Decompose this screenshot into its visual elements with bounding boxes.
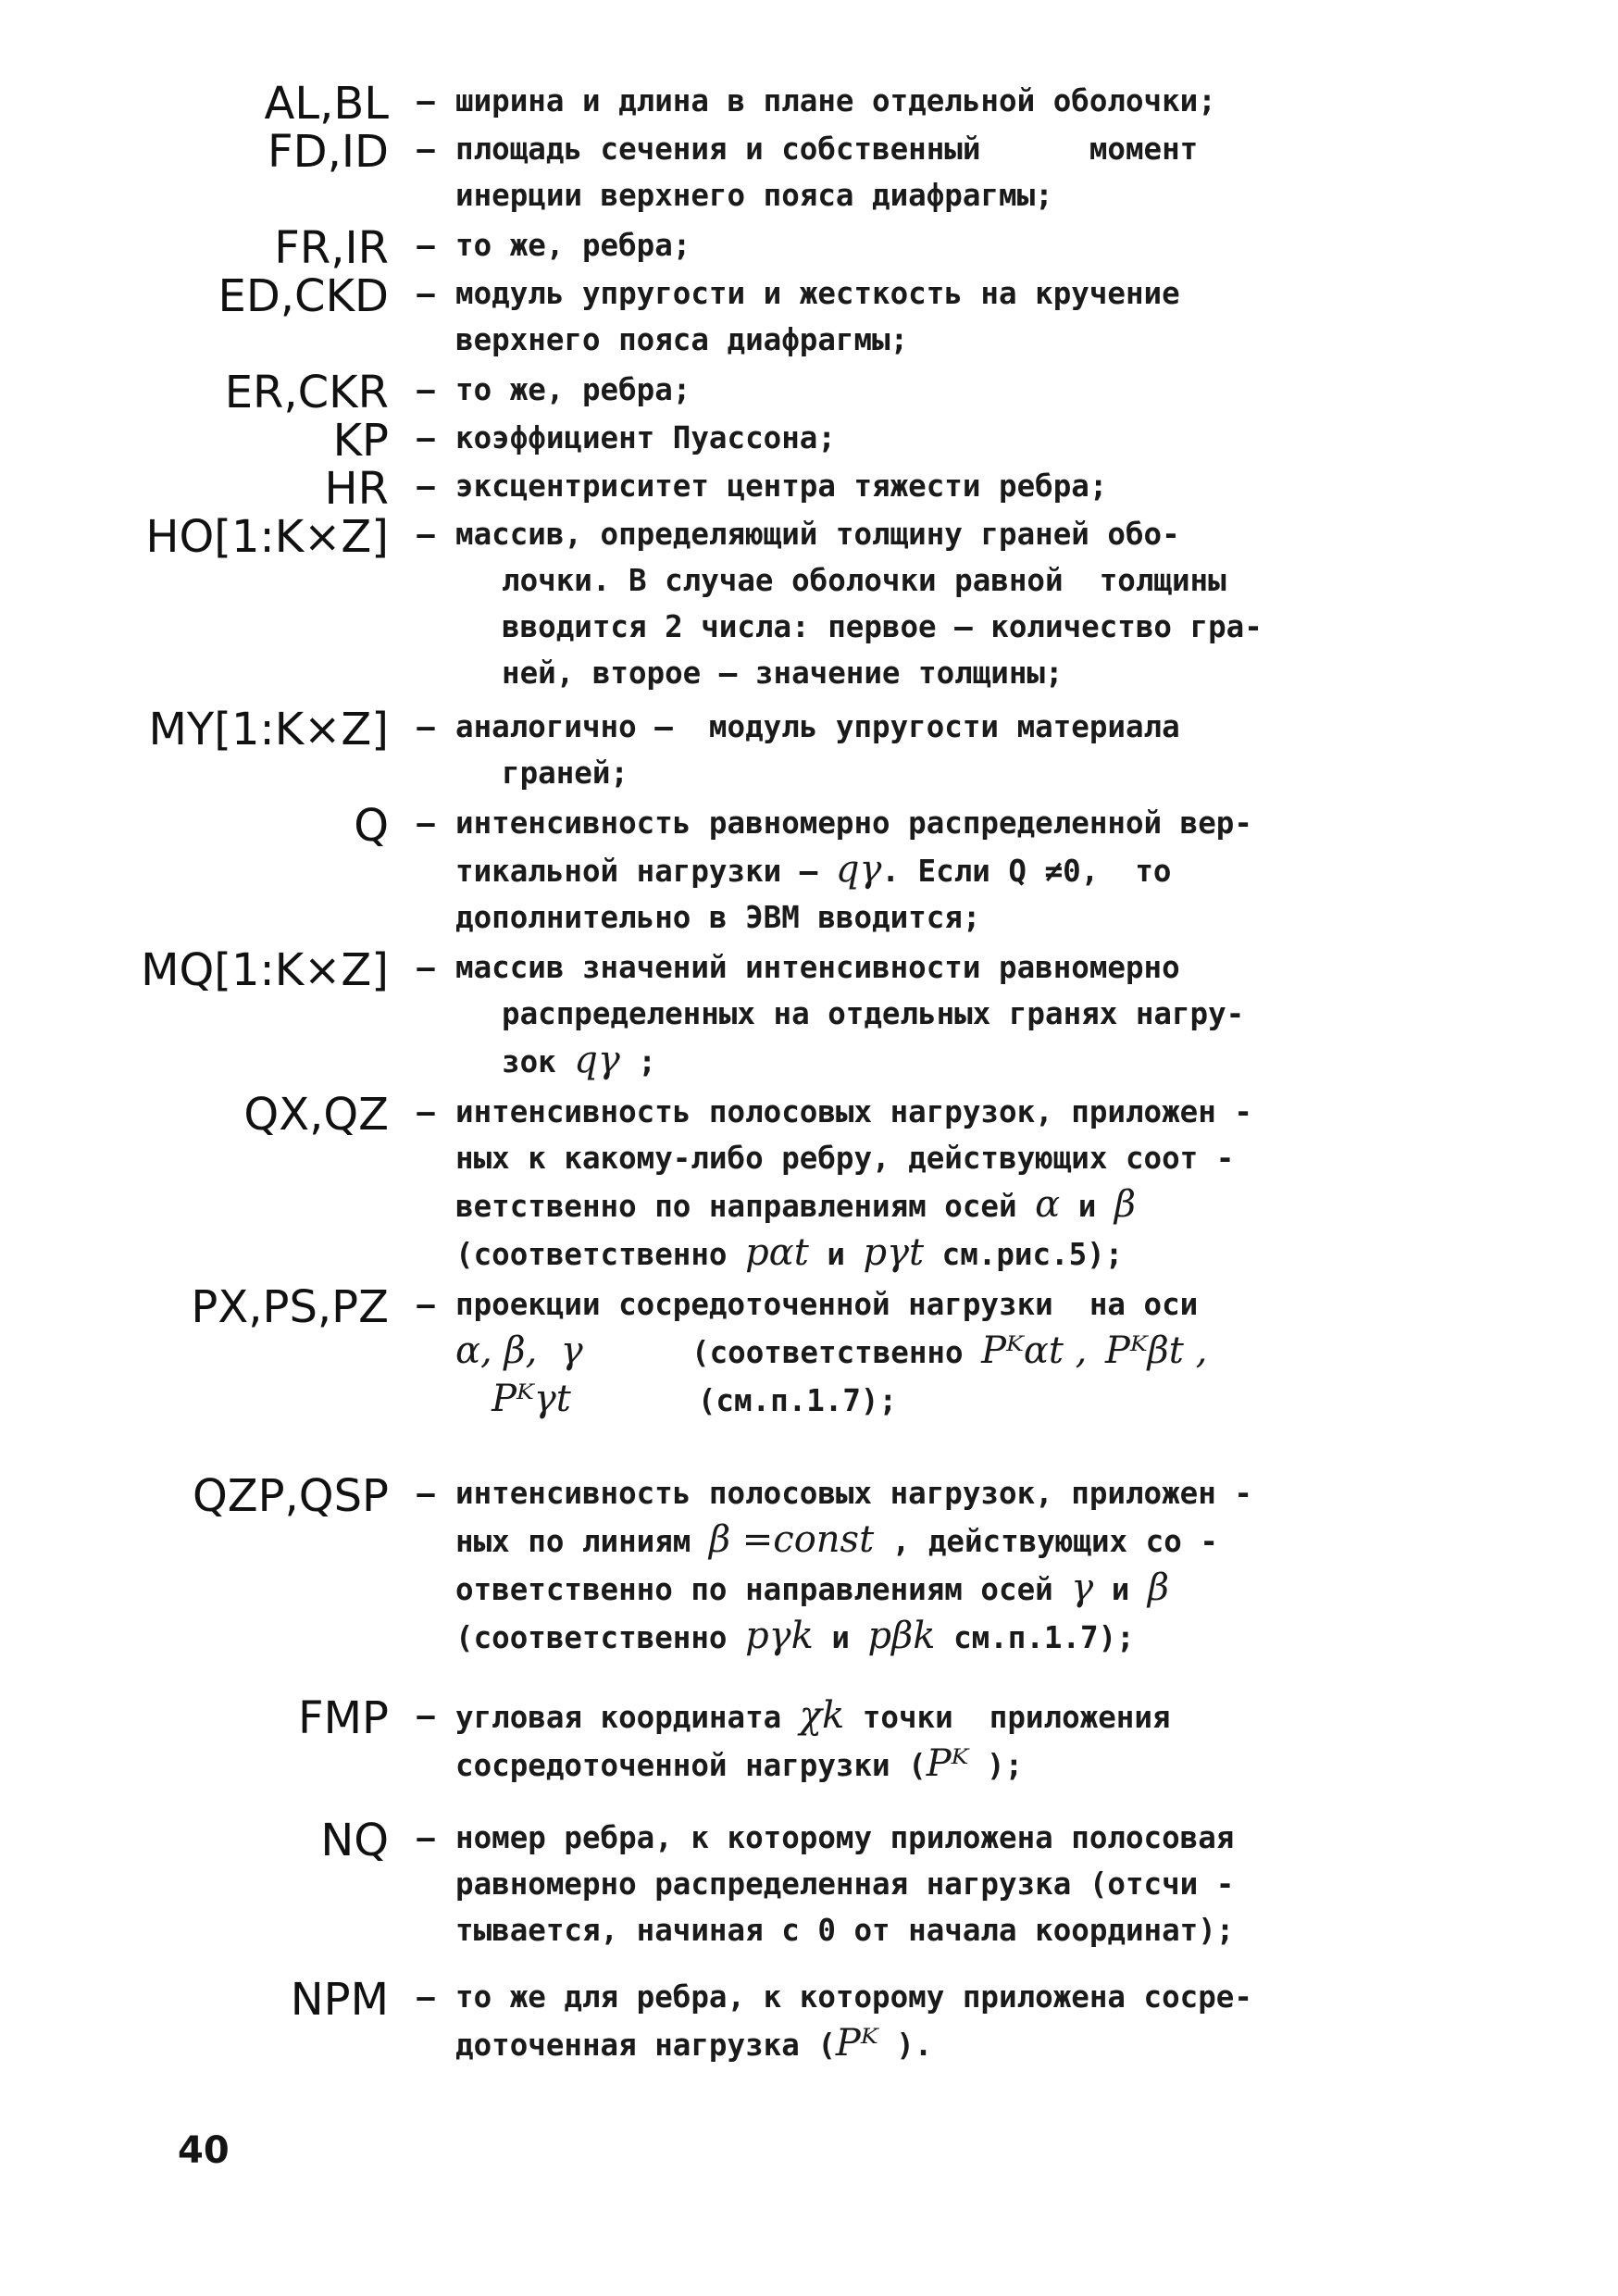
description-text: и (1093, 1572, 1148, 1607)
description-line: номер ребра, к которому приложена полосовая (455, 1820, 1235, 1855)
description-line: тывается, начиная с 0 от начала координат); (455, 1913, 1235, 1948)
entry-symbol: NQ (320, 1815, 389, 1866)
entry-description (455, 463, 1464, 509)
entry-symbol: MQ[1:K×Z] (141, 944, 389, 996)
description-text: ); (968, 1748, 1024, 1783)
entry-dash: – (417, 228, 435, 263)
description-line: инерции верхнего пояса диафрагмы; (455, 178, 1053, 213)
description-line (455, 1692, 1464, 1741)
description-text: см.рис.5); (924, 1237, 1124, 1272)
entry-symbol: HO[1:K×Z] (145, 511, 389, 563)
entry-description (455, 704, 1464, 796)
p-gamma-k-symbol: pγk (745, 1615, 814, 1657)
description-text: тикальной нагрузки – (455, 854, 836, 889)
description-text: сосредоточенной нагрузки ( (455, 1748, 927, 1783)
description-line (455, 846, 1464, 894)
description-line: лочки. В случае оболочки равной толщины (502, 563, 1226, 598)
description-line: массив значений интенсивности равномерно (455, 950, 1180, 985)
description-line: ных к какому-либо ребру, действующих соот - (455, 1141, 1235, 1176)
entry-description (455, 367, 1464, 413)
description-line: то же, ребра; (455, 228, 691, 263)
description-line (455, 1376, 1464, 1424)
entry-symbol: QZP,QSP (192, 1470, 389, 1522)
description-line: аналогично – модуль упругости материала (455, 709, 1180, 744)
entry-symbol: PX,PS,PZ (191, 1281, 389, 1333)
description-line: то же, ребра; (455, 372, 691, 407)
pk-beta-t-symbol: Pᴷβt , (1104, 1329, 1208, 1372)
entry-symbol: ED,CKD (218, 270, 389, 322)
entry-description (455, 1470, 1464, 1661)
description-text: зок (502, 1044, 575, 1079)
description-text: ; (619, 1044, 656, 1079)
entry-description (455, 1974, 1464, 2068)
entry-dash: – (417, 1476, 435, 1511)
entry-symbol: KP (332, 415, 389, 467)
entry-dash: – (417, 276, 435, 311)
p-k-symbol: Pᴷ (835, 2022, 878, 2065)
description-line: равномерно распределенная нагрузка (отсчи - (455, 1866, 1235, 1902)
entry-symbol: AL,BL (264, 78, 389, 130)
entry-dash: – (417, 805, 435, 841)
description-text: (соответственно (455, 1620, 746, 1655)
page-number: 40 (178, 2129, 230, 2172)
description-text: , действующих со - (874, 1524, 1218, 1559)
description-text: точки приложения (844, 1700, 1171, 1735)
description-text: ных по линиям (455, 1524, 709, 1559)
description-line: модуль упругости и жесткость на кручение (455, 276, 1180, 311)
alpha-symbol: α (1035, 1183, 1061, 1226)
description-line: ширина и длина в плане отдельной оболочки; (455, 83, 1216, 119)
entry-dash: – (417, 420, 435, 455)
p-alpha-t-symbol: pαt (745, 1231, 809, 1274)
description-text: и (808, 1237, 864, 1272)
pk-alpha-t-symbol: Pᴷαt , (981, 1329, 1088, 1372)
description-text: и (813, 1620, 868, 1655)
entry-dash: – (417, 372, 435, 407)
description-line: вводится 2 числа: первое – количество гра- (502, 609, 1263, 644)
description-line: массив, определяющий толщину граней обо- (455, 517, 1180, 552)
entry-dash: – (417, 468, 435, 504)
description-text: доточенная нагрузка ( (455, 2028, 836, 2063)
description-line: интенсивность равномерно распределенной вер- (455, 805, 1252, 841)
description-line: дополнительно в ЭВМ вводится; (455, 900, 981, 935)
entry-symbol: MY[1:K×Z] (148, 704, 389, 755)
description-line: распределенных на отдельных гранях нагру- (502, 996, 1245, 1031)
description-line (455, 2020, 1464, 2068)
description-line (455, 1328, 1464, 1376)
description-line: коэффициент Пуассона; (455, 420, 836, 455)
entry-dash: – (417, 83, 435, 119)
chi-k-symbol: χk (799, 1694, 845, 1737)
description-text: . Если Q ≠0, то (881, 854, 1172, 889)
description-line: эксцентриситет центра тяжести ребра; (455, 468, 1108, 504)
description-line: то же для ребра, к которому приложена сосре- (455, 1979, 1252, 2015)
entry-description (455, 944, 1464, 1085)
entry-description (455, 78, 1464, 124)
description-line (455, 1181, 1464, 1229)
description-line (455, 1613, 1464, 1661)
description-text: см.п.1.7); (935, 1620, 1135, 1655)
entry-dash: – (417, 517, 435, 552)
entry-symbol: QX,QZ (243, 1089, 389, 1141)
p-k-symbol: Pᴷ (926, 1742, 969, 1785)
description-text: (см.п.1.7); (697, 1383, 898, 1418)
description-line: проекции сосредоточенной нагрузки на оси (455, 1287, 1199, 1322)
entry-description (455, 800, 1464, 941)
entry-dash: – (417, 1979, 435, 2015)
entry-description (455, 1815, 1464, 1953)
beta-symbol: β (1147, 1566, 1170, 1609)
pk-gamma-t-symbol: Pᴷγt (492, 1378, 571, 1420)
description-text: (соответственно (455, 1237, 746, 1272)
description-line (455, 1516, 1464, 1565)
description-line: ней, второе – значение толщины; (502, 655, 1064, 691)
entry-description (455, 1089, 1464, 1278)
description-line: интенсивность полосовых нагрузок, приложен - (455, 1476, 1252, 1511)
description-text: ответственно по направлениям осей (455, 1572, 1072, 1607)
p-gamma-t-symbol: pγt (863, 1231, 925, 1274)
entry-description (455, 511, 1464, 696)
entry-dash: – (417, 131, 435, 167)
entry-symbol: NPM (290, 1974, 389, 2026)
description-line (455, 1229, 1464, 1278)
greek-axes-symbols: α, β, γ (455, 1329, 583, 1372)
description-line (455, 1037, 1464, 1085)
entry-description (455, 126, 1464, 218)
entry-description (455, 1692, 1464, 1789)
entry-dash: – (417, 1094, 435, 1129)
entry-symbol: FR,IR (274, 222, 389, 274)
entry-description (455, 270, 1464, 363)
description-text: (соответственно (691, 1335, 982, 1370)
q-z-symbol: q𝛾 (835, 848, 882, 891)
description-text: ). (877, 2028, 933, 2063)
entry-description (455, 222, 1464, 268)
beta-const-symbol: β =const (708, 1518, 875, 1561)
description-text: ветственно по направлениям осей (455, 1189, 1036, 1224)
entry-symbol: Q (354, 800, 389, 852)
q-z-symbol: q𝛾 (574, 1039, 620, 1081)
description-line: интенсивность полосовых нагрузок, приложен - (455, 1094, 1252, 1129)
entry-symbol: FMP (298, 1692, 389, 1744)
description-text: и (1060, 1189, 1114, 1224)
description-line: верхнего пояса диафрагмы; (455, 322, 909, 357)
entry-description (455, 1281, 1464, 1424)
entry-dash: – (417, 950, 435, 985)
entry-symbol: FD,ID (268, 126, 389, 178)
beta-symbol: β (1114, 1183, 1136, 1226)
description-line: граней; (502, 755, 629, 791)
entry-dash: – (417, 1287, 435, 1322)
entry-symbol: ER,CKR (224, 367, 389, 418)
p-beta-k-symbol: pβk (867, 1615, 936, 1657)
entry-description (455, 415, 1464, 461)
description-line (455, 1565, 1464, 1613)
entry-dash: – (417, 1698, 435, 1733)
description-line: площадь сечения и собственный момент (455, 131, 1199, 167)
description-text: угловая координата (455, 1700, 800, 1735)
description-line (455, 1741, 1464, 1789)
entry-dash: – (417, 709, 435, 744)
gamma-symbol: γ (1071, 1566, 1094, 1609)
entry-symbol: HR (324, 463, 389, 515)
entry-dash: – (417, 1820, 435, 1855)
